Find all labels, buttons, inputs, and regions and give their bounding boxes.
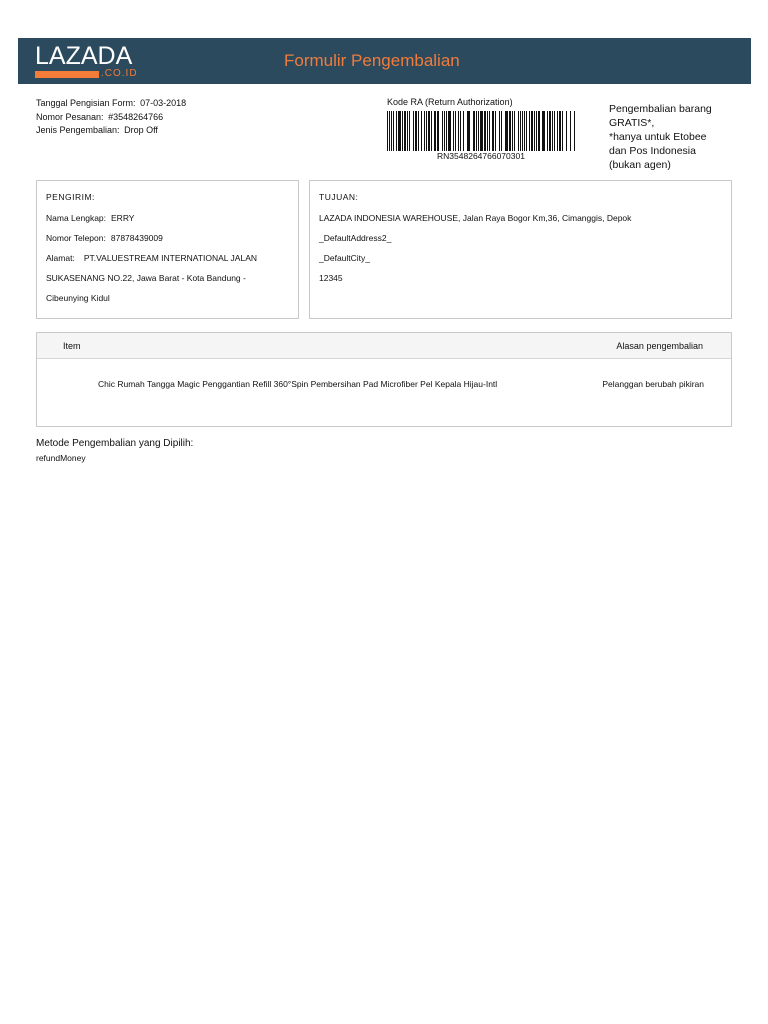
barcode-bar [534, 111, 535, 151]
ra-barcode [387, 111, 575, 151]
promo-line-4: dan Pos Indonesia [609, 145, 696, 157]
sender-box [36, 180, 299, 319]
sender-name-row [46, 213, 134, 223]
promo-line-3: *hanya untuk Etobee [609, 131, 707, 143]
barcode-bar [442, 111, 443, 151]
destination-line-3: _DefaultCity_ [319, 253, 371, 263]
barcode-bar [566, 111, 567, 151]
barcode-bar [398, 111, 401, 151]
barcode-bar [552, 111, 553, 151]
return-type-row [36, 124, 186, 138]
barcode-bar [478, 111, 479, 151]
barcode-bar [499, 111, 500, 151]
barcode-bar [391, 111, 392, 151]
barcode-bar [453, 111, 454, 151]
sender-phone: 87878439009 [110, 233, 163, 243]
form-date-row [36, 97, 186, 111]
page-title: Formulir Pengembalian [284, 51, 460, 70]
ra-label: Kode RA (Return Authorization) [387, 97, 513, 107]
logo-underline [35, 71, 99, 78]
barcode-bar [402, 111, 403, 151]
barcode-bar [428, 111, 430, 151]
barcode-bar [396, 111, 397, 151]
barcode-bar [434, 111, 436, 151]
barcode-bar [463, 111, 464, 151]
barcode-bar [467, 111, 470, 151]
sender-name: ERRY [111, 213, 135, 223]
sender-address-line-3: Cibeunying Kidul [46, 293, 110, 303]
sender-name-label: Nama Lengkap: [46, 213, 107, 223]
barcode-bar [524, 111, 525, 151]
barcode-bar [562, 111, 563, 151]
barcode-bar [418, 111, 419, 151]
barcode-bar [473, 111, 475, 151]
destination-line-2: _DefaultAddress2_ [319, 233, 392, 243]
items-table-header [37, 333, 731, 359]
barcode-bar [487, 111, 488, 151]
form-date-label: Tanggal Pengisian Form: [36, 98, 136, 108]
barcode-bar [518, 111, 519, 151]
item-reason: Pelanggan berubah pikiran [602, 379, 704, 389]
barcode-bar [480, 111, 483, 151]
barcode-bar [404, 111, 406, 151]
barcode-bar [458, 111, 459, 151]
barcode-bar [407, 111, 408, 151]
barcode-bar [529, 111, 530, 151]
item-name: Chic Rumah Tangga Magic Penggantian Refill 360°Spin Pembersihan Pad Microfiber Pel Kepala Hijau-Intl [98, 379, 498, 389]
barcode-bar [426, 111, 427, 151]
return-method-label: Metode Pengembalian yang Dipilih: [36, 438, 194, 449]
barcode-bar [431, 111, 432, 151]
sender-phone-row [46, 233, 163, 243]
barcode-bar [531, 111, 533, 151]
barcode-bar [526, 111, 527, 151]
barcode-bar [446, 111, 447, 151]
sender-address-row [46, 253, 257, 263]
free-return-note [609, 102, 739, 172]
order-number-label: Nomor Pesanan: [36, 111, 104, 122]
promo-line-1: Pengembalian barang [609, 103, 712, 115]
barcode-bar [421, 111, 422, 151]
barcode-bar [505, 111, 508, 151]
barcode-bar [437, 111, 439, 151]
barcode-bar [460, 111, 461, 151]
return-type-value: Drop Off [124, 125, 158, 135]
sender-title: PENGIRIM: [46, 192, 95, 202]
barcode-bar [455, 111, 456, 151]
barcode-bar [542, 111, 545, 151]
barcode-bar [448, 111, 451, 151]
destination-line-1: LAZADA INDONESIA WAREHOUSE, Jalan Raya Bogor Km,36, Cimanggis, Depok [319, 213, 632, 223]
barcode-bar [520, 111, 521, 151]
header-bar [18, 38, 751, 84]
barcode-bar [501, 111, 502, 151]
barcode-bar [413, 111, 414, 151]
column-reason: Alasan pengembalian [616, 341, 703, 351]
form-date-value: 07-03-2018 [140, 98, 187, 108]
barcode-bar [512, 111, 513, 151]
column-item: Item [63, 341, 81, 351]
barcode-bar [492, 111, 494, 151]
ra-code: RN3548264766070301 [437, 151, 525, 161]
order-number-row [36, 111, 186, 125]
barcode-bar [495, 111, 496, 151]
destination-title: TUJUAN: [319, 192, 359, 202]
return-method-value: refundMoney [36, 453, 86, 463]
promo-line-5: (bukan agen) [609, 159, 671, 171]
sender-address-line-1: PT.VALUESTREAM INTERNATIONAL JALAN [83, 253, 258, 263]
barcode-bar [549, 111, 551, 151]
items-table [36, 332, 732, 427]
sender-phone-label: Nomor Telepon: [46, 233, 106, 243]
barcode-bar [570, 111, 571, 151]
lazada-logo [35, 43, 145, 81]
sender-address-line-2: SUKASENANG NO.22, Jawa Barat - Kota Bandung - [46, 273, 246, 283]
logo-domain: .CO.ID [101, 68, 138, 79]
barcode-bar [557, 111, 558, 151]
barcode-bar [559, 111, 561, 151]
logo-text: LAZADA [35, 42, 133, 70]
promo-line-2: GRATIS*, [609, 117, 655, 129]
barcode-bar [415, 111, 417, 151]
barcode-bar [574, 111, 575, 151]
barcode-bar [476, 111, 477, 151]
barcode-bar [509, 111, 511, 151]
barcode-bar [424, 111, 425, 151]
barcode-bar [554, 111, 555, 151]
barcode-bar [522, 111, 523, 151]
barcode-bar [489, 111, 490, 151]
barcode-bar [484, 111, 486, 151]
barcode-bar [514, 111, 515, 151]
barcode-bar [538, 111, 540, 151]
barcode-bar [387, 111, 388, 151]
destination-box [309, 180, 732, 319]
barcode-bar [536, 111, 537, 151]
order-number-value: #3548264766 [108, 111, 164, 122]
form-meta [36, 97, 186, 138]
barcode-bar [547, 111, 548, 151]
destination-postal-code: 12345 [319, 273, 343, 283]
sender-address-label: Alamat: [46, 253, 75, 263]
return-type-label: Jenis Pengembalian: [36, 125, 120, 135]
barcode-bar [393, 111, 394, 151]
barcode-bar [389, 111, 390, 151]
barcode-bar [444, 111, 445, 151]
barcode-bar [409, 111, 410, 151]
